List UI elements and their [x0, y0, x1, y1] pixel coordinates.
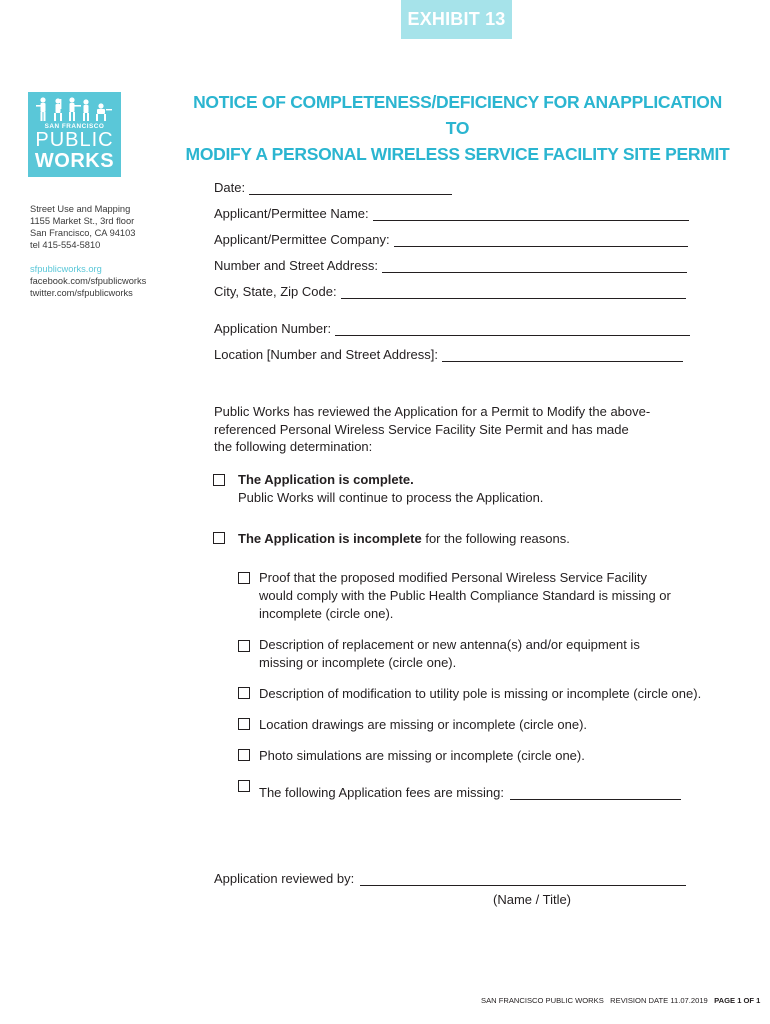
website-link[interactable]: sfpublicworks.org — [30, 264, 102, 274]
contact-tel: tel 415-554-5810 — [30, 240, 101, 250]
complete-checkbox[interactable] — [213, 474, 225, 486]
city-state-zip-field — [214, 284, 686, 299]
reason-photo: Photo simulations are missing or incomplete (circle one). — [259, 748, 585, 763]
street-address-input[interactable] — [382, 259, 687, 273]
application-number-label: Application Number: — [214, 321, 332, 336]
location-label: Location [Number and Street Address]: — [214, 347, 439, 362]
workers-silhouette-icon — [34, 97, 115, 123]
fees-input[interactable] — [510, 780, 681, 800]
title-line-2: MODIFY A PERSONAL WIRELESS SERVICE FACILITY SITE PERMIT — [185, 144, 730, 164]
reason-antenna-checkbox[interactable] — [238, 640, 250, 652]
logo-text-works: WORKS — [34, 150, 115, 172]
applicant-company-input[interactable] — [394, 233, 688, 247]
applicant-company-label: Applicant/Permittee Company: — [214, 232, 390, 247]
reason-fees — [259, 780, 681, 800]
date-label: Date: — [214, 180, 246, 195]
reason-photo-checkbox[interactable] — [238, 749, 250, 761]
public-works-logo — [28, 92, 121, 177]
footer-revision: REVISION DATE 11.07.2019 — [610, 996, 708, 1005]
applicant-name-input[interactable] — [373, 207, 689, 221]
reason-fees-label: The following Application fees are missing: — [259, 785, 504, 800]
review-line-2: referenced Personal Wireless Service Facility Site Permit and has made — [214, 421, 629, 437]
page-title — [180, 89, 735, 167]
reason-health-line-2: would comply with the Public Health Compliance Standard is missing or — [259, 588, 671, 603]
reason-drawings-checkbox[interactable] — [238, 718, 250, 730]
logo-text-public: PUBLIC — [35, 129, 114, 151]
city-state-zip-input[interactable] — [341, 285, 686, 299]
reason-antenna-line-2: missing or incomplete (circle one). — [259, 655, 457, 670]
reason-health-line-1: Proof that the proposed modified Personal Wireless Service Facility — [259, 570, 648, 585]
reason-antenna-line-1: Description of replacement or new antenna(s) and/or equipment is — [259, 637, 640, 652]
incomplete-option — [238, 530, 570, 548]
complete-option — [238, 471, 543, 507]
date-input[interactable] — [249, 181, 452, 195]
reason-health — [259, 569, 671, 623]
location-field — [214, 347, 683, 362]
reviewed-by-field — [214, 869, 686, 886]
reviewed-by-input[interactable] — [360, 869, 686, 886]
reason-fees-checkbox[interactable] — [238, 780, 250, 792]
page-footer — [481, 996, 760, 1005]
review-statement — [214, 403, 694, 456]
city-state-zip-label: City, State, Zip Code: — [214, 284, 337, 299]
contact-city: San Francisco, CA 94103 — [30, 228, 136, 238]
reason-utility-pole-checkbox[interactable] — [238, 687, 250, 699]
complete-label: The Application is complete. — [238, 472, 414, 487]
exhibit-badge: EXHIBIT 13 — [401, 0, 512, 39]
review-line-3: the following determination: — [214, 439, 373, 455]
name-title-caption: (Name / Title) — [493, 892, 572, 907]
applicant-name-label: Applicant/Permittee Name: — [214, 206, 369, 221]
reason-drawings: Location drawings are missing or incomplete (circle one). — [259, 717, 588, 732]
facebook-link[interactable]: facebook.com/sfpublicworks — [30, 276, 147, 286]
street-address-field — [214, 258, 687, 273]
logo-text-city: SAN FRANCISCO — [44, 123, 105, 130]
applicant-name-field — [214, 206, 689, 221]
date-field — [214, 180, 452, 195]
application-number-field — [214, 321, 690, 336]
title-line-1: NOTICE OF COMPLETENESS/DEFICIENCY FOR ANAPPLICATION TO — [193, 92, 722, 138]
twitter-link[interactable]: twitter.com/sfpublicworks — [30, 288, 133, 298]
reviewed-by-label: Application reviewed by: — [214, 871, 355, 886]
footer-page: PAGE 1 OF 1 — [714, 996, 761, 1005]
complete-detail: Public Works will continue to process the Application. — [238, 490, 544, 505]
incomplete-rest: for the following reasons. — [421, 531, 570, 546]
footer-org: SAN FRANCISCO PUBLIC WORKS — [481, 996, 604, 1005]
reason-utility-pole: Description of modification to utility pole is missing or incomplete (circle one). — [259, 686, 702, 701]
incomplete-label: The Application is incomplete — [238, 531, 422, 546]
street-address-label: Number and Street Address: — [214, 258, 379, 273]
contact-dept: Street Use and Mapping — [30, 204, 131, 214]
review-line-1: Public Works has reviewed the Application for a Permit to Modify the above- — [214, 404, 651, 419]
contact-block — [30, 203, 146, 299]
incomplete-checkbox[interactable] — [213, 532, 225, 544]
reason-health-checkbox[interactable] — [238, 572, 250, 584]
applicant-company-field — [214, 232, 688, 247]
reason-antenna — [259, 636, 640, 672]
contact-street: 1155 Market St., 3rd floor — [30, 216, 135, 226]
application-number-input[interactable] — [335, 322, 690, 336]
reason-health-line-3: incomplete (circle one). — [259, 606, 394, 621]
location-input[interactable] — [442, 348, 683, 362]
